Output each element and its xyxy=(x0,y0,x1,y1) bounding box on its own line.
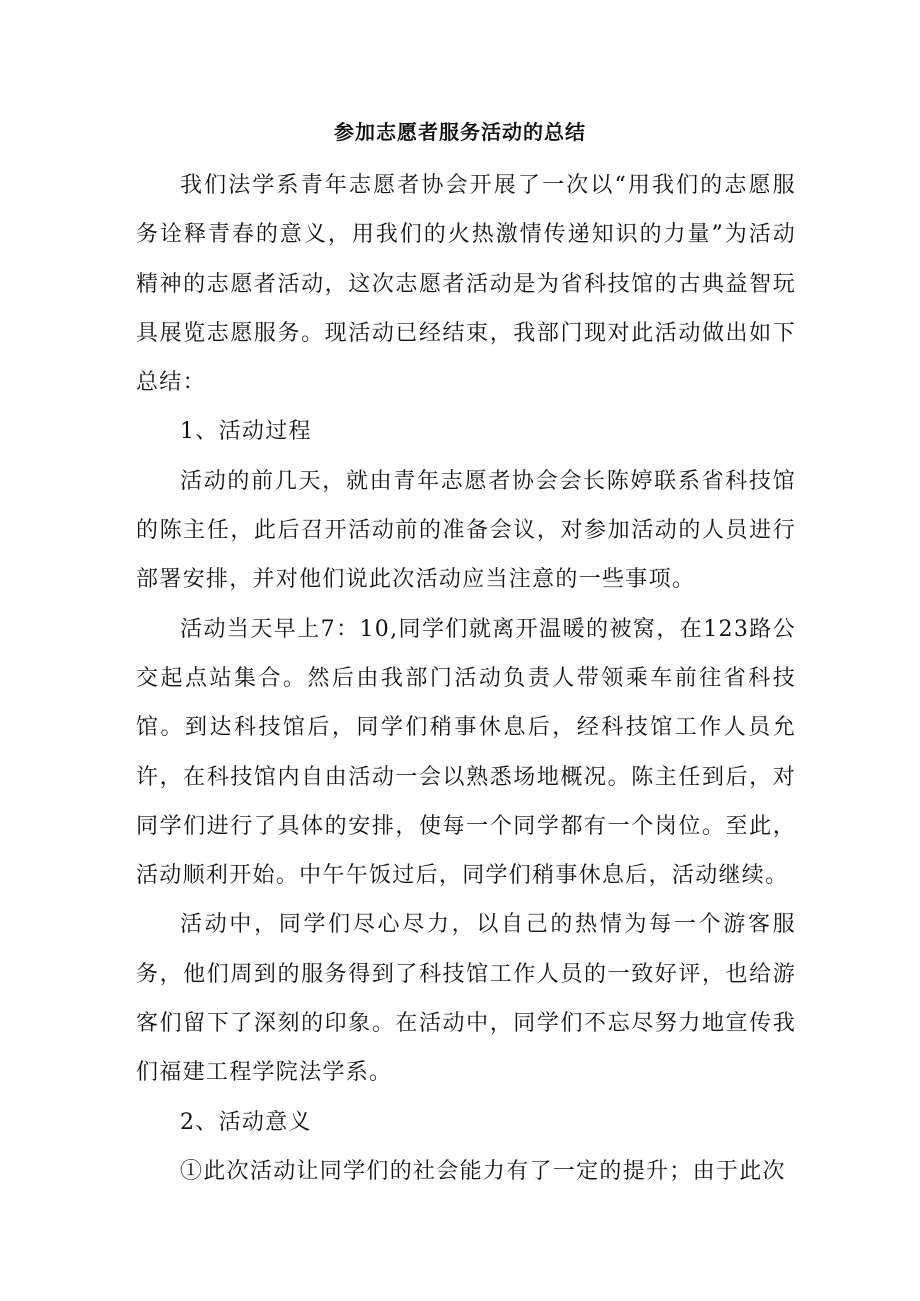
significance-paragraph-1: ①此次活动让同学们的社会能力有了一定的提升；由于此次 xyxy=(180,1158,786,1184)
process-paragraph-preparation: 活动的前几天，就由青年志愿者协会会长陈婷联系省科技馆的陈主任，此后召开活动前的准备会议，对参加活动的人员进行部署安排，并对他们说此次活动应当注意的一些事项。 xyxy=(136,468,796,593)
process-paragraph-during: 活动中，同学们尽心尽力，以自己的热情为每一个游客服务，他们周到的服务得到了科技馆工作人员的一致好评，也给游客们留下了深刻的印象。在活动中，同学们不忘尽努力地宣传我们福建工程学院法学系。 xyxy=(136,912,796,1086)
document-title: 参加志愿者服务活动的总结 xyxy=(334,120,586,144)
document-body xyxy=(136,161,796,1196)
process-paragraph-day: 活动当天早上7：10,同学们就离开温暖的被窝，在123路公交起点站集合。然后由我部门活动负责人带领乘车前往省科技馆。到达科技馆后，同学们稍事休息后，经科技馆工作人员允许，在科技馆内自由活动一会以熟悉场地概况。陈主任到后，对同学们进行了具体的安排，使每一个同学都有一个岗位。至此，活动顺利开始。中午午饭过后，同学们稍事休息后，活动继续。 xyxy=(136,616,796,889)
section-heading-process: 1、活动过程 xyxy=(180,419,312,445)
section-heading-significance: 2、活动意义 xyxy=(180,1109,312,1135)
intro-paragraph: 我们法学系青年志愿者协会开展了一次以“用我们的志愿服务诠释青春的意义，用我们的火热激情传递知识的力量”为活动精神的志愿者活动，这次志愿者活动是为省科技馆的古典益智玩具展览志愿服务。现活动已经结束，我部门现对此活动做出如下总结： xyxy=(136,173,796,396)
